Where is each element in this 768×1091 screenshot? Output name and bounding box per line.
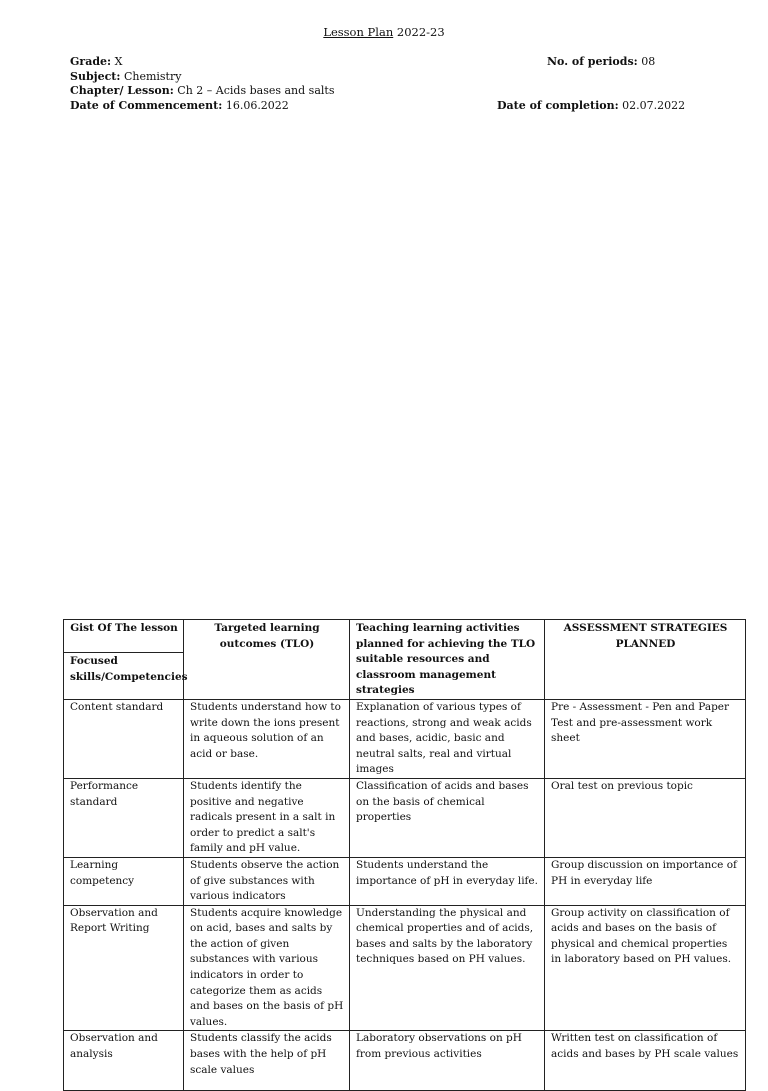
- table-row: [64, 905, 746, 1031]
- row-skill: Observation and analysis: [64, 1031, 184, 1091]
- chapter-value: Ch 2 – Acids bases and salts: [173, 84, 335, 97]
- date-completion-value: 02.07.2022: [618, 99, 686, 112]
- subject-value: Chemistry: [120, 70, 182, 83]
- grade-line: [70, 55, 122, 69]
- row-tlo: Students understand how to write down the ions present in aqueous solution of an acid or base.: [184, 699, 350, 778]
- row-tlo: Students identify the positive and negative radicals present in a salt in order to predict a salt's family and pH value.: [184, 778, 350, 857]
- row-skill: Performance standard: [64, 778, 184, 857]
- subject-label: Subject:: [70, 70, 121, 83]
- row-assessment: Pre - Assessment - Pen and Paper Test and pre-assessment work sheet: [545, 699, 746, 778]
- row-assessment: Group discussion on importance of PH in everyday life: [545, 857, 746, 905]
- row-skill: Learning competency: [64, 857, 184, 905]
- row-skill: Content standard: [64, 699, 184, 778]
- row-assessment: Written test on classification of acids and bases by PH scale values: [545, 1031, 746, 1091]
- chapter-label: Chapter/ Lesson:: [70, 84, 174, 97]
- periods-line: [547, 55, 655, 69]
- date-commencement-value: 16.06.2022: [222, 99, 289, 112]
- lesson-plan-table: [63, 619, 746, 1091]
- grade-label: Grade:: [70, 55, 112, 68]
- date-completion-line: [497, 99, 685, 113]
- header-focused-skills: Focused skills/Competencies: [64, 653, 184, 700]
- subject-line: [70, 70, 181, 84]
- table-row: [64, 778, 746, 857]
- date-commencement-line: [70, 99, 289, 113]
- header-assessment: ASSESSMENT STRATEGIES PLANNED: [545, 620, 746, 700]
- periods-label: No. of periods:: [547, 55, 638, 68]
- row-activity: Explanation of various types of reactions, strong and weak acids and bases, acidic, basic and neutral salts, real and virtual images: [350, 699, 545, 778]
- table-row: [64, 699, 746, 778]
- date-completion-label: Date of completion:: [497, 99, 619, 112]
- row-activity: Students understand the importance of pH in everyday life.: [350, 857, 545, 905]
- grade-value: X: [111, 55, 123, 68]
- header-tlo: Targeted learning outcomes (TLO): [184, 620, 350, 700]
- lesson-plan-title: [0, 25, 768, 39]
- table-header-row: [64, 620, 746, 653]
- row-tlo: Students acquire knowledge on acid, bases and salts by the action of given substances with various indicators in order to categorize them as acids and bases on the basis of pH values.: [184, 905, 350, 1031]
- title-underlined: Lesson Plan: [323, 25, 394, 39]
- row-tlo: Students observe the action of give substances with various indicators: [184, 857, 350, 905]
- row-assessment: Group activity on classification of acids and bases on the basis of physical and chemical properties in laboratory based on PH values.: [545, 905, 746, 1031]
- header-gist: Gist Of The lesson: [64, 620, 184, 653]
- periods-value: 08: [637, 55, 656, 68]
- row-activity: Laboratory observations on pH from previous activities: [350, 1031, 545, 1091]
- table-row: [64, 857, 746, 905]
- table-row: [64, 1031, 746, 1091]
- row-assessment: Oral test on previous topic: [545, 778, 746, 857]
- row-skill: Observation and Report Writing: [64, 905, 184, 1031]
- row-activity: Classification of acids and bases on the basis of chemical properties: [350, 778, 545, 857]
- date-commencement-label: Date of Commencement:: [70, 99, 223, 112]
- header-activities: Teaching learning activities planned for achieving the TLO suitable resources and classroom management strategies: [350, 620, 545, 700]
- row-activity: Understanding the physical and chemical properties and of acids, bases and salts by the laboratory techniques based on PH values.: [350, 905, 545, 1031]
- title-year: 2022-23: [393, 25, 445, 39]
- row-tlo: Students classify the acids bases with the help of pH scale values: [184, 1031, 350, 1091]
- chapter-line: [70, 84, 334, 98]
